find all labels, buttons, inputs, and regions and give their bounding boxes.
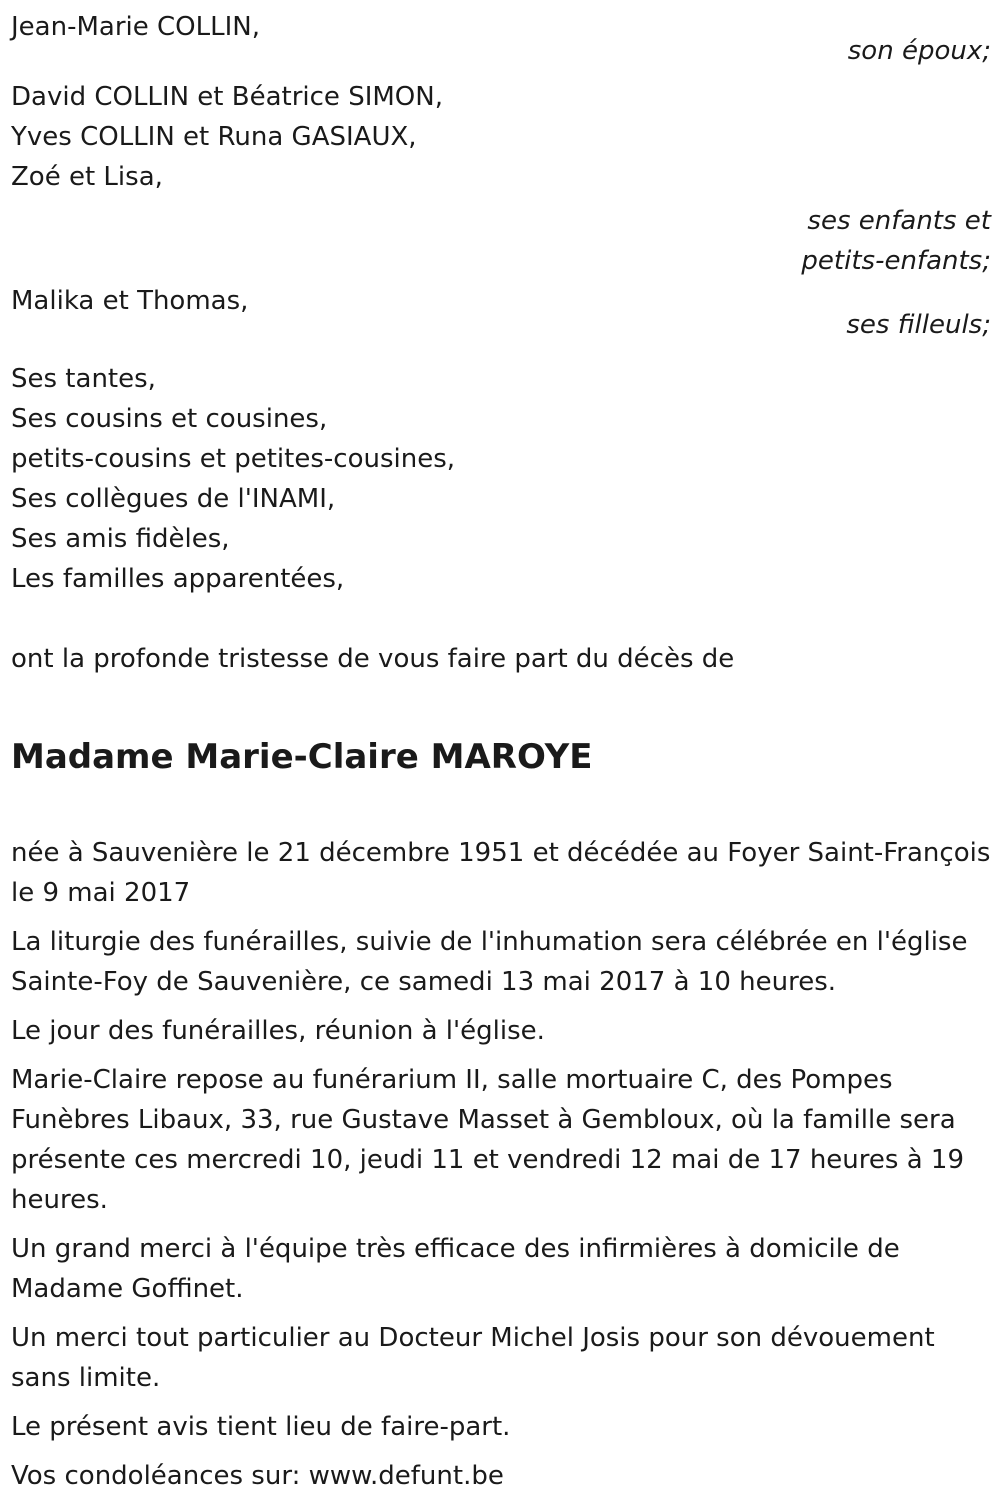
notice-statement: Le présent avis tient lieu de faire-part. [11,1412,511,1442]
children-block [11,77,991,281]
funeral-liturgy: La liturgie des funérailles, suivie de l'inhumation sera célébrée en l'église Sainte-Foy de Sauvenière, ce samedi 13 mai 2017 à 10 heures. [11,927,968,997]
godchildren-role: ses filleuls; [846,310,991,340]
spouse-block [11,7,991,71]
spouse-name: Jean-Marie COLLIN, [11,12,260,42]
thanks-nurses: Un grand merci à l'équipe très efficace des infirmières à domicile de Madame Goffinet. [11,1234,900,1304]
godchildren-block [11,281,991,345]
relative-line: Ses cousins et cousines, [11,404,328,434]
details-block [11,833,991,1496]
obituary-notice [11,0,991,1505]
children-role: petits-enfants; [801,246,991,276]
thanks-doctor: Un merci tout particulier au Docteur Michel Josis pour son dévouement sans limite. [11,1323,935,1393]
relative-line: petits-cousins et petites-cousines, [11,444,456,474]
relative-line: Ses amis fidèles, [11,524,230,554]
godchildren-names: Malika et Thomas, [11,286,249,316]
relative-line: Ses collègues de l'INAMI, [11,484,336,514]
child-line: Yves COLLIN et Runa GASIAUX, [11,122,417,152]
children-role: ses enfants et [807,206,991,236]
condolences-link[interactable]: Vos condoléances sur: www.defunt.be [11,1461,504,1491]
child-line: David COLLIN et Béatrice SIMON, [11,82,443,112]
others-block [11,359,991,599]
birth-death-info: née à Sauvenière le 21 décembre 1951 et décédée au Foyer Saint-François le 9 mai 2017 [11,838,991,908]
meeting-info: Le jour des funérailles, réunion à l'église. [11,1016,545,1046]
announcement-text: ont la profonde tristesse de vous faire part du décès de [11,644,735,674]
funeral-home-info: Marie-Claire repose au funérarium II, salle mortuaire C, des Pompes Funèbres Libaux, 33, rue Gustave Masset à Gembloux, où la famille sera présente ces mercredi 10, jeudi 11 et vendredi 12 mai de 17 heures à 19 heures. [11,1065,964,1215]
relative-line: Ses tantes, [11,364,156,394]
spouse-role: son époux; [847,36,991,66]
deceased-name: Madame Marie-Claire MAROYE [11,737,593,777]
relative-line: Les familles apparentées, [11,564,345,594]
child-line: Zoé et Lisa, [11,162,163,192]
